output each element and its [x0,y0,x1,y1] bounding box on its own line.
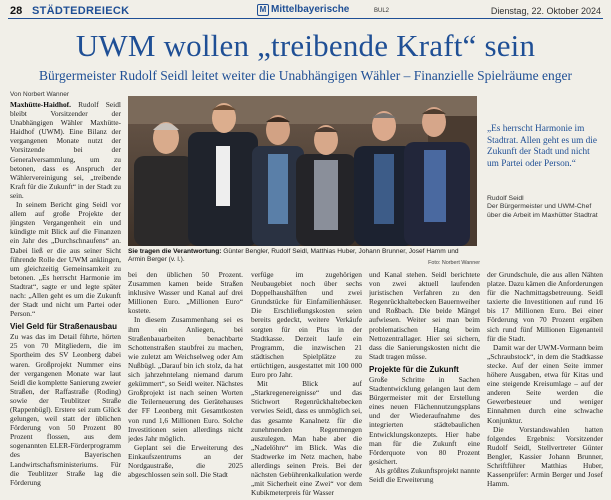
col1-paragraph-2: In seinem Bericht ging Seidl vor allem auf große Projekte der jüngsten Vergangenheit ein und kündigte mit Blick auf die Finanzen ein Jahr des „Durchschnaufens“ an. Dabei ließ er die aus seiner Sicht führende Rolle der UWM anklingen, um gleichzeitig Gemeinsamkeit zu betonen. „Es herrscht Harmonie im Stadtrat“, sagte er und legte später nach: „Allen geht es um die Zukunft der Stadt und nicht um Partei oder Person.“ [10,200,121,319]
edition-code: BUL2 [374,8,390,14]
col4-paragraph-1: und Kanal stehen. Seidl berichtete von zwei aktuell laufenden juristischen Verfahren zu den Regenrückhaltebecken Bauernweiher und Roßbach. Die beide Mängel aufwiesen. Weiter sei man beim problematischen Hang beim Nettozentrallager. Hier sei sichern, dass die Sanierungskosten nicht die Stadt tragen müsse. [369,270,480,361]
col2-paragraph-2: In diesem Zusammenhang sei es ihm ein Anliegen, bei Straßenbauarbeiten benachbarte Schottenstraßen staubfrei zu machen, wie zuletzt am Weichselweg oder Am Nußbügl. „Darauf bin ich stolz, da hat sich jahrzehntelang niemand darum gekümmert“, so Seidl weiter. Nächstes Großprojekt ist nach seinen Worten die Teilerneuerung des Gerätehauses der FF Leonberg mit Gesamtkosten von rund 1,6 Millionen Euro. Solche Investitionen seien allerdings nicht jedes Jahr möglich. [128,315,243,443]
issue-date: Dienstag, 22. Oktober 2024 [490,6,601,16]
caption-text: Günter Bengler, Rudolf Seidl, Matthias Huber, Johann Brunner, Josef Hamm und Armin Berger (v. l.). [128,248,459,264]
col1-paragraph-1: Rudolf Seidl bleibt Vorsitzender der Unabhängigen Wähler Maxhütte-Haidhof (UWM). Eine Bilanz der vergangenen Monate nutzt der Vorsitzende bei der Generalversammlung, um zu betonen, dass es Anspruch der Wählervereinigung sei, „treibende Kraft für die Zukunft“ in der Stadt zu sein. [10,100,121,200]
logo-mark-icon: M [257,4,269,16]
header-rule [8,18,603,19]
dateline: Maxhütte-Haidhof. [10,100,71,109]
byline: Von Norbert Wanner [10,91,70,98]
subhead-strassenausbau: Viel Geld für Straßenausbau [10,322,117,332]
section-name: STÄDTEDREIECK [32,5,130,17]
col5-paragraph-3: Die Vorstandswahlen hatten folgendes Ergebnis: Vorsitzender Rudolf Seidl, Stellvertreter Günter Bengler, Kassier Johann Brunner, Schriftführer Matthias Huber, Kassenprüfer: Armin Berger und Josef Hamm. [487,424,603,489]
col2-paragraph-3: Geplant sei die Erweiterung des Einkaufszentrums an der Nordgaustraße, die 2025 abgeschlossen sein soll. Die Stadt [128,442,243,480]
col3-paragraph-1: verfüge im zugehörigen Neubaugebiet noch über sechs Doppelhaushälften und zwei Grundstücke für Einfamilienhäuser. Die Erschließungskosten seien bereits gedeckt, weitere Verkäufe sorgten für ein Plus in der Stadtkasse. Derzeit laufe ein Programm, die inzwischen 21 städtischen Spielplätze zu ertüchtigen, ausgestattet mit 100 000 Euro pro Jahr. [251,270,362,380]
page-number: 28 [10,5,23,17]
column-2 [128,270,243,498]
pull-quote-name: Rudolf Seidl [487,195,524,202]
photo-caption [128,248,477,265]
caption-lead: Sie tragen die Verantwortung: [128,248,222,255]
column-3 [251,270,362,498]
group-photo [128,96,477,246]
pull-quote-role: Der Bürgermeister und UWM-Chef über die Arbeit im Maxhütter Stadtrat [487,203,598,219]
article-subheadline: Bürgermeister Rudolf Seidl leitet weiter die Unabhängigen Wähler – Finanzielle Spielräume enger [39,68,572,83]
col5-paragraph-1: der Grundschule, die aus allen Nähten platze. Dazu kämen die Anforderungen für die Nachmittagsbetreuung. Seidl taxierte die Investitionen auf rund 16 bis 17 Millionen Euro. Bei einer Förderung von 70 Prozent ergäben sich rund fünf Millionen Eigenanteil für die Stadt. [487,270,603,343]
subhead-projekte: Projekte für die Zukunft [369,364,459,374]
col2-paragraph-1: bei den üblichen 50 Prozent. Zusammen kamen beide Straßen inklusive Wasser und Kanal auf drei Millionen Euro. „Millionen Euro“ kostete. [128,270,243,316]
column-4 [369,270,480,498]
newspaper-logo [257,4,349,16]
column-1 [10,100,121,498]
column-5 [487,270,603,498]
col1-paragraph-3: Zu was das im Detail führte, hörten 25 von 70 Mitgliedern, die im Sportheim des SV Leonberg dabei waren. Großprojekt Nummer eins der vergangenen Monate war laut Seidl die komplette Sanierung zweier Straßen, der Raffastraße (Roding) sowie der Teublitzer Straße (Rappenbügl). Erstere sei zum Glück gelungen, weil statt der üblichen Förderung von 50 Prozent 80 Prozent flossen, aus dem sogenannten ELER-Förderprogramm des Bayerischen Landwirtschaftsministeriums. Für die Teublitzer Straße lag die Förderung [10,332,121,487]
pull-quote-source [487,195,603,220]
logo-text: Mittelbayerische [271,4,350,15]
col3-paragraph-2: Mit Blick auf „Starkregenereignisse“ und das Stichwort Regenrückhaltebecken verwies Seidl, dass es unmöglich sei, das gesamte Kanalnetz für die zunehmenden Regenmengen auszulegen. Man habe aber die „Nadelöhre“ im Blick. Was die Stadtwerke im Netz machen, habe allerdings seinen Preis. Bei der nächsten Gebührenkalkulation werde „mit Sicherheit eine Zwei“ vor dem Kubikmeterpreis für Wasser [251,379,362,498]
page-header [0,0,611,20]
col4-paragraph-2: Große Schritte in Sachen Stadtentwicklung gelangen laut dem Bürgermeister mit der Erstellung eines neuen Flächennutzungsplans und der Wiederaufnahme des integrierten städtebaulichen Entwicklungskonzepts. Hier habe man für die Zukunft eine Förderquote von 80 Prozent gesichert. [369,374,480,466]
col5-paragraph-2: Damit war der UWM-Vormann beim „Schraubstock“, in dem die Stadtkasse stecke. Auf der einen Seite immer höhere Ausgaben, etwa für Kitas und eine steigende Kreisumlage – auf der anderen Seite werden die Gewerbesteuer und weniger Einnahmen durch eine schwache Konjunktur. [487,342,603,425]
article-headline: UWM wollen „treibende Kraft“ sein [75,28,536,63]
photo-credit: Foto: Norbert Wanner [428,260,480,266]
col4-paragraph-3: Als größtes Zukunftsprojekt nannte Seidl die Erweiterung [369,465,480,484]
group-photo-image [128,96,477,246]
pull-quote: „Es herrscht Harmonie im Stadtrat. Allen geht es um die Zukunft der Stadt und nicht um Partei oder Person.“ [487,124,597,169]
